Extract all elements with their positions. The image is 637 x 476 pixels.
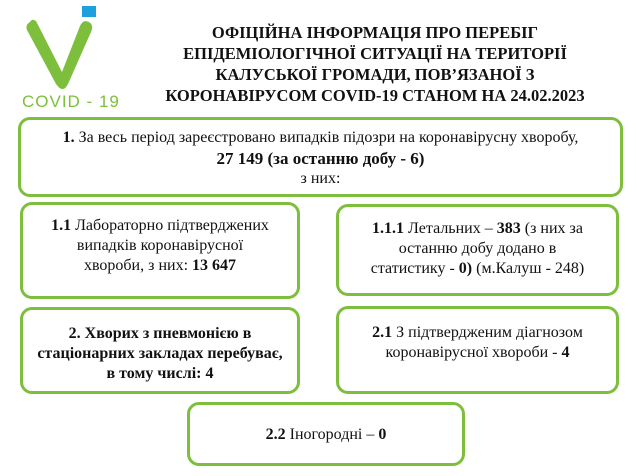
box22-number: 2.2: [265, 426, 286, 443]
title-line: ЕПІДЕМІОЛОГІЧНОЇ СИТУАЦІЇ НА ТЕРИТОРІЇ: [183, 44, 567, 63]
fatal-cases-box: [336, 204, 619, 296]
nonresident-box: [187, 402, 465, 466]
box22-text: Іногородні –: [285, 426, 379, 443]
box111-line2: останню добу додано в: [398, 240, 557, 257]
confirmed-diagnosis-box: [336, 306, 619, 394]
pneumonia-box: [20, 307, 300, 394]
box2-line2: стаціонарних закладах перебуває,: [37, 345, 283, 362]
total-suspected-box: [18, 117, 623, 197]
fatal-cases-value: 383: [496, 220, 521, 237]
pneumonia-value: 4: [205, 365, 214, 382]
page-title: [130, 22, 620, 106]
box11-line1: Лабораторно підтверджених: [71, 217, 269, 234]
box1-text: За весь період зареєстровано випадків підозри на коронавірусну хворобу,: [74, 129, 579, 146]
total-suspected-value: 27 149 (за останню добу - 6): [216, 149, 425, 168]
nonresident-value: 0: [378, 426, 387, 443]
box21-line2: коронавірусної хвороби -: [385, 344, 562, 361]
box11-line2: випадків коронавірусної: [76, 237, 244, 254]
title-line: КОРОНАВІРУСОМ COVID-19 СТАНОМ НА 24.02.2023: [165, 86, 585, 105]
box21-line1: З підтвердженим діагнозом: [392, 324, 583, 341]
box111-close-paren: ): [466, 260, 473, 277]
lab-confirmed-value: 13 647: [192, 257, 237, 274]
lab-confirmed-box: [20, 202, 300, 299]
box111-line1: Летальних –: [404, 220, 497, 237]
box111-line1-tail: (з них за: [520, 220, 583, 237]
box11-number: 1.1: [51, 217, 72, 234]
box1-footer: з них:: [300, 170, 341, 187]
box1-number: 1.: [62, 129, 75, 146]
box2-line3: в тому числі:: [106, 365, 206, 382]
box111-line3: статистику -: [370, 260, 459, 277]
title-line: ОФІЦІЙНА ІНФОРМАЦІЯ ПРО ПЕРЕБІГ: [211, 23, 539, 42]
confirmed-diagnosis-value: 4: [561, 344, 570, 361]
box2-line1: 2. Хворих з пневмонією в: [68, 325, 252, 342]
fatal-added-value: 0: [458, 260, 467, 277]
title-line: КАЛУСЬКОЇ ГРОМАДИ, ПОВ’ЯЗАНОЇ З: [215, 65, 535, 84]
box21-number: 2.1: [372, 324, 393, 341]
box111-number: 1.1.1: [372, 220, 405, 237]
box111-line3-tail: (м.Калуш - 248): [472, 260, 585, 277]
box11-line3: хвороби, з них:: [83, 257, 193, 274]
logo-caption: COVID - 19: [22, 92, 120, 111]
